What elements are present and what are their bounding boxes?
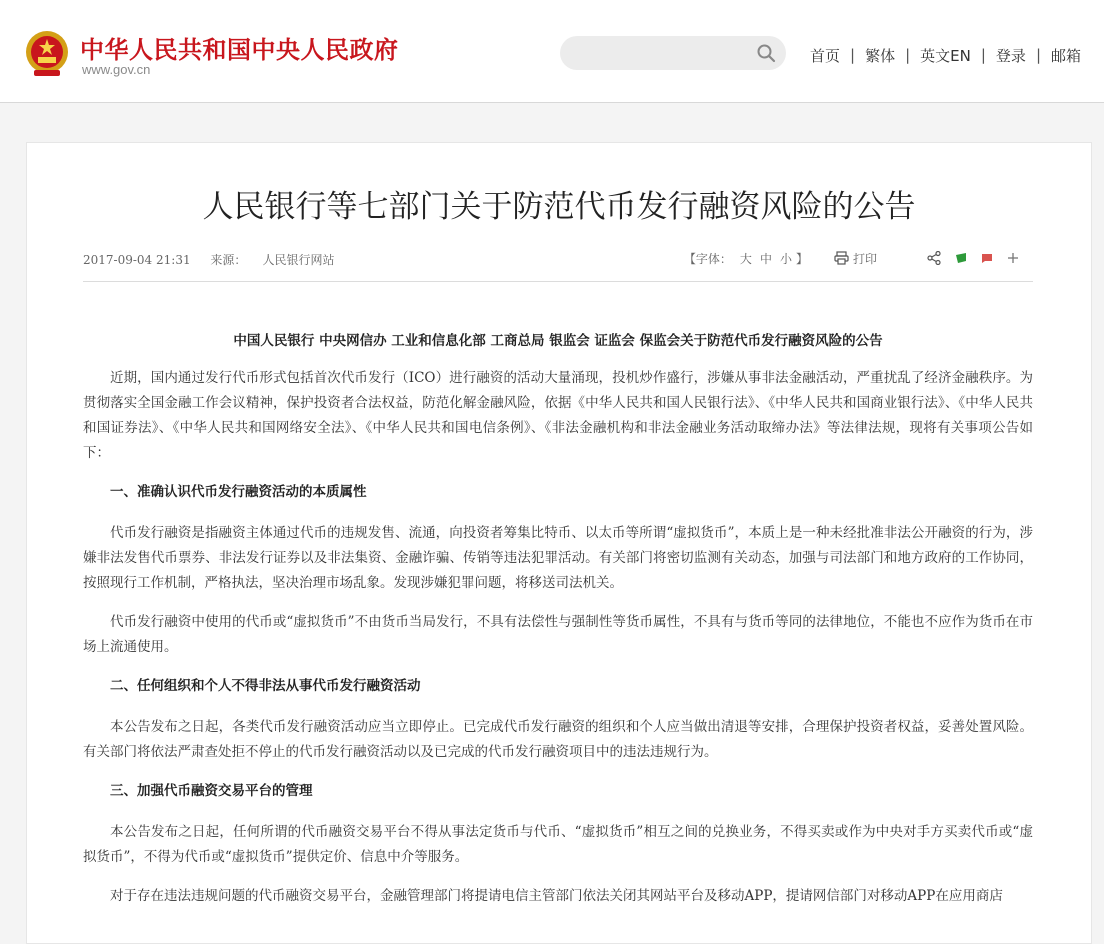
paragraph-s3-2: 对于存在违法违规问题的代币融资交易平台，金融管理部门将提请电信主管部门依法关闭其网站平台及移动APP，提请网信部门对移动APP在应用商店: [110, 888, 1003, 904]
article-subtitle: 中国人民银行 中央网信办 工业和信息化部 工商总局 银监会 证监会 保监会关于防范代币发行融资风险的公告: [233, 333, 883, 349]
section-heading-2: 二、任何组织和个人不得非法从事代币发行融资活动: [110, 678, 421, 694]
more-share-icon[interactable]: [1007, 252, 1019, 264]
font-size-label: 【字体：: [683, 251, 732, 266]
font-size-small-button[interactable]: 小: [779, 251, 792, 266]
print-button[interactable]: [834, 250, 877, 267]
national-emblem-icon[interactable]: [24, 28, 70, 78]
site-name[interactable]: 中华人民共和国中央人民政府: [80, 36, 399, 64]
printer-icon: [834, 251, 849, 265]
nav-english-link[interactable]: 英文EN: [920, 46, 971, 65]
share-icon[interactable]: [927, 251, 941, 265]
nav-separator: |: [1035, 46, 1041, 64]
meta-divider: [83, 281, 1033, 282]
nav-mail-link[interactable]: 邮箱: [1051, 46, 1082, 65]
article-meta: [83, 251, 334, 268]
source-name: 人民银行网站: [262, 253, 335, 267]
article-body: [83, 329, 1033, 923]
article-container: [26, 142, 1092, 944]
print-label: 打印: [852, 251, 877, 266]
share-tools: [913, 251, 1019, 265]
paragraph-s2-1: 本公告发布之日起，各类代币发行融资活动应当立即停止。已完成代币发行融资的组织和个人应当做出清退等安排，合理保护投资者权益，妥善处置风险。有关部门将依法严肃查处拒不停止的代币发行融资活动以及已完成的代币发行融资项目中的违法违规行为。: [83, 719, 1033, 760]
paragraph-s3-1: 本公告发布之日起，任何所谓的代币融资交易平台不得从事法定货币与代币、“虚拟货币”相互之间的兑换业务，不得买卖或作为中央对手方买卖代币或“虚拟货币”，不得为代币或“虚拟货币”提供定价、信息中介等服务。: [83, 824, 1033, 865]
search-box: [560, 36, 786, 70]
site-header: [0, 0, 1104, 103]
weibo-share-icon[interactable]: [981, 252, 993, 264]
article-title: 人民银行等七部门关于防范代币发行融资风险的公告: [202, 189, 916, 225]
paragraph-s1-1: 代币发行融资是指融资主体通过代币的违规发售、流通，向投资者筹集比特币、以太币等所谓“虚拟货币”，本质上是一种未经批准非法公开融资的行为，涉嫌非法发售代币票券、非法发行证券以及非法集资、金融诈骗、传销等违法犯罪活动。有关部门将密切监测有关动态，加强与司法部门和地方政府的工作协同，按照现行工作机制，严格执法，坚决治理市场乱象。发现涉嫌犯罪问题，将移送司法机关。: [83, 525, 1033, 591]
section-heading-3: 三、加强代币融资交易平台的管理: [110, 783, 313, 799]
top-nav: [810, 44, 1081, 66]
paragraph-s1-2: 代币发行融资中使用的代币或“虚拟货币”不由货币当局发行，不具有法偿性与强制性等货币属性，不具有与货币等同的法律地位，不能也不应作为货币在市场上流通使用。: [83, 614, 1033, 655]
nav-home-link[interactable]: 首页: [810, 46, 841, 65]
font-size-close: 】: [795, 251, 808, 266]
paragraph-intro: 近期，国内通过发行代币形式包括首次代币发行（ICO）进行融资的活动大量涌现，投机炒作盛行，涉嫌从事非法金融活动，严重扰乱了经济金融秩序。为贯彻落实全国金融工作会议精神，保护投资者合法权益，防范化解金融风险，依据《中华人民共和国人民银行法》、《中华人民共和国商业银行法》、《中华人民共和国证券法》、《中华人民共和国网络安全法》、《中华人民共和国电信条例》、《非法金融机构和非法金融业务活动取缔办法》等法律法规，现将有关事项公告如下：: [83, 370, 1033, 461]
nav-login-link[interactable]: 登录: [995, 46, 1026, 65]
search-input[interactable]: [574, 42, 748, 66]
section-heading-1: 一、准确认识代币发行融资活动的本质属性: [110, 484, 367, 500]
nav-separator: |: [905, 46, 911, 64]
source-label: 来源：: [210, 253, 247, 267]
nav-traditional-link[interactable]: 繁体: [865, 46, 896, 65]
search-icon[interactable]: [756, 43, 776, 63]
article-tools: [684, 249, 1019, 267]
nav-separator: |: [980, 46, 986, 64]
site-url[interactable]: www.gov.cn: [82, 62, 151, 77]
font-size-large-button[interactable]: 大: [739, 251, 752, 266]
publish-date: 2017-09-04 21:31: [83, 253, 191, 267]
nav-separator: |: [850, 46, 856, 64]
wechat-share-icon[interactable]: [955, 252, 967, 264]
font-size-medium-button[interactable]: 中: [759, 251, 772, 266]
